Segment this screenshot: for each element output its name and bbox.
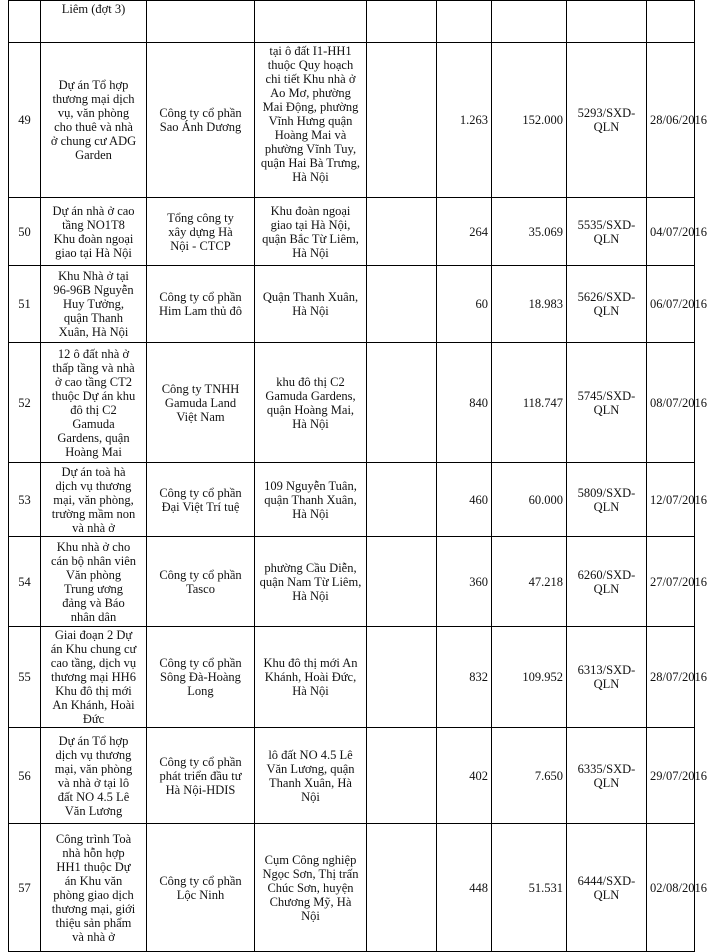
investor-name: Công ty cổ phần Lộc Ninh [159,873,242,902]
project-location: phường Cầu Diễn, quận Nam Từ Liêm, Hà Nội [259,560,362,603]
table-row [9,266,695,343]
document-number: 5535/SXD- QLN [577,217,636,246]
investor-name-cell [147,1,255,43]
document-number: 6260/SXD- QLN [577,567,636,596]
unit-count: 60 [475,297,488,311]
investor-name: Công ty cổ phần Him Lam thủ đô [159,290,242,318]
issue-date: 04/07/2016 [650,224,707,239]
unit-count: 448 [469,880,488,895]
investor-name: Công ty cổ phần Đại Việt Trí tuệ [159,485,242,514]
table-row [9,343,695,463]
row-number: 50 [18,224,31,239]
project-location: lô đất NO 4.5 Lê Văn Lương, quận Thanh Xuân, Hà Nội [266,747,355,804]
project-name: Dự án nhà ở cao tầng NO1T8 Khu đoàn ngoại giao tại Hà Nội [52,203,135,260]
row-number: 55 [18,670,31,684]
investor-name-cell [147,537,255,627]
row-number: 54 [18,574,31,589]
issue-date: 06/07/2016 [650,297,707,311]
project-location: khu đô thị C2 Gamuda Gardens, quận Hoàng Mai, Hà Nội [265,374,356,431]
investor-name: Công ty cổ phần phát triển đầu tư Hà Nội-HDIS [159,754,242,797]
issue-date-cell [647,728,707,824]
project-location: tại ô đất I1-HH1 thuộc Quy hoạch chi tiết Khu nhà ở Ao Mơ, phường Mai Động, phường Vĩnh Hưng quận Hoàng Mai và phường Vĩnh Tuy, quận Hai Bà Trưng, Hà Nội [260,44,361,184]
table-row [9,627,695,728]
document-number-cell [567,824,647,952]
blank-cell-cell [367,198,437,266]
document-number: 5745/SXD- QLN [577,388,636,417]
floor-area-cell [492,43,567,198]
project-name: Liêm (đợt 3) [61,2,126,16]
row-number: 57 [18,880,31,895]
project-name-cell [41,824,147,952]
unit-count-cell [437,343,492,463]
document-number: 6444/SXD- QLN [577,873,636,902]
issue-date: 29/07/2016 [650,768,707,783]
project-location-cell [255,1,367,43]
project-location-cell [255,43,367,198]
issue-date-cell [647,266,707,343]
table-body [9,1,707,952]
investor-name-cell [147,824,255,952]
unit-count-cell [437,728,492,824]
issue-date: 02/08/2016 [650,880,707,895]
row-number-cell [9,43,41,198]
row-number-cell [9,198,41,266]
project-location-cell [255,198,367,266]
blank-cell-cell [367,627,437,728]
project-location-cell [255,266,367,343]
document-number-cell [567,627,647,728]
floor-area-cell [492,198,567,266]
floor-area: 152.000 [522,113,563,127]
issue-date-cell [647,343,707,463]
housing-projects-table [8,0,707,952]
unit-count-cell [437,824,492,952]
investor-name-cell [147,43,255,198]
row-number: 56 [18,768,31,783]
row-number-cell [9,728,41,824]
issue-date-cell [647,463,707,537]
document-number: 5626/SXD- QLN [577,290,636,318]
blank-cell-cell [367,824,437,952]
issue-date: 08/07/2016 [650,395,707,410]
investor-name-cell [147,627,255,728]
document-number-cell [567,537,647,627]
unit-count-cell [437,627,492,728]
project-name-cell [41,537,147,627]
row-number-cell [9,266,41,343]
investor-name: Tổng công ty xây dựng Hà Nội - CTCP [167,210,234,253]
project-location: Khu đô thị mới An Khánh, Hoài Đức, Hà Nội [263,656,358,698]
floor-area: 118.747 [522,395,563,410]
project-location: Cụm Công nghiệp Ngọc Sơn, Thị trấn Chúc Sơn, huyện Chương Mỹ, Hà Nội [262,852,359,923]
row-number-cell [9,537,41,627]
project-name: Dự án toà hà dịch vụ thương mại, văn phòng, trường mầm non và nhà ở [51,464,136,535]
issue-date-cell [647,198,707,266]
investor-name-cell [147,198,255,266]
unit-count: 832 [469,670,488,684]
unit-count: 1.263 [459,113,488,127]
floor-area-cell [492,824,567,952]
project-location: Khu đoàn ngoại giao tại Hà Nội, quận Bắc Từ Liêm, Hà Nội [262,203,359,260]
project-location: 109 Nguyễn Tuân, quận Thanh Xuân, Hà Nội [264,478,357,521]
row-number-cell [9,627,41,728]
blank-cell-cell [367,728,437,824]
table-row [9,824,695,952]
unit-count-cell [437,266,492,343]
project-name-cell [41,1,147,43]
floor-area-cell [492,537,567,627]
project-location-cell [255,728,367,824]
project-location-cell [255,537,367,627]
document-number-cell [567,1,647,43]
investor-name-cell [147,343,255,463]
floor-area: 109.952 [522,670,563,684]
unit-count: 840 [469,395,488,410]
floor-area-cell [492,343,567,463]
unit-count: 460 [469,492,488,507]
investor-name-cell [147,266,255,343]
row-number: 49 [18,113,31,127]
floor-area: 18.983 [528,297,563,311]
document-number-cell [567,463,647,537]
row-number-cell [9,463,41,537]
issue-date: 28/06/2016 [650,113,707,127]
document-number-cell [567,266,647,343]
issue-date: 28/07/2016 [650,670,707,684]
floor-area: 51.531 [528,880,563,895]
project-location: Quận Thanh Xuân, Hà Nội [262,290,359,318]
document-number: 6313/SXD- QLN [577,663,636,691]
table-row [9,728,695,824]
investor-name: Công ty TNHH Gamuda Land Việt Nam [161,381,240,424]
issue-date-cell [647,627,707,728]
project-name-cell [41,43,147,198]
row-number-cell [9,343,41,463]
unit-count-cell [437,1,492,43]
issue-date-cell [647,824,707,952]
issue-date-cell [647,43,707,198]
floor-area-cell [492,728,567,824]
issue-date-cell [647,1,695,43]
project-name-cell [41,266,147,343]
issue-date: 12/07/2016 [650,492,707,507]
project-name: Dự án Tổ hợp dịch vụ thương mại, văn phòng và nhà ở tại lô đất NO 4.5 Lê Văn Lương [54,733,133,818]
project-name-cell [41,198,147,266]
row-number-cell [9,824,41,952]
blank-cell-cell [367,1,437,43]
floor-area-cell [492,1,567,43]
document-number-cell [567,198,647,266]
table-row [9,198,695,266]
document-number-cell [567,728,647,824]
document-number: 5809/SXD- QLN [577,485,636,514]
unit-count-cell [437,43,492,198]
blank-cell-cell [367,343,437,463]
table-row [9,43,695,198]
investor-name-cell [147,463,255,537]
floor-area: 47.218 [528,574,563,589]
unit-count-cell [437,537,492,627]
row-number-cell [9,1,41,43]
unit-count: 264 [469,224,488,239]
project-location-cell [255,463,367,537]
investor-name-cell [147,728,255,824]
project-location-cell [255,824,367,952]
project-name-cell [41,463,147,537]
project-name-cell [41,627,147,728]
project-name: Khu nhà ở cho cán bộ nhân viên Văn phòng Trung ương đảng và Báo nhân dân [50,539,137,624]
blank-cell-cell [367,266,437,343]
unit-count-cell [437,198,492,266]
document-number: 6335/SXD- QLN [577,761,636,790]
table-row [9,537,695,627]
project-name: Khu Nhà ở tại 96-96B Nguyễn Huy Tưởng, quận Thanh Xuân, Hà Nội [53,269,134,339]
project-location-cell [255,627,367,728]
floor-area-cell [492,463,567,537]
table-row [9,1,695,43]
floor-area-cell [492,266,567,343]
project-location-cell [255,343,367,463]
project-name: Công trình Toà nhà hỗn hợp HH1 thuộc Dự án Khu văn phòng giao dịch thương mại, giới thiệu sản phẩm và nhà ở [51,831,136,944]
project-name: Giai đoạn 2 Dự án Khu chung cư cao tầng, dịch vụ thương mại HH6 Khu đô thị mới An Khánh, Hoài Đức [50,628,137,726]
investor-name: Công ty cổ phần Tasco [159,567,242,596]
document-number: 5293/SXD- QLN [577,106,636,134]
project-name: Dự án Tổ hợp thương mại dịch vụ, văn phòng cho thuê và nhà ở chung cư ADG Garden [50,78,137,162]
investor-name: Công ty cổ phần Sông Đà-Hoàng Long [159,656,242,698]
floor-area: 60.000 [528,492,563,507]
blank-cell-cell [367,463,437,537]
floor-area: 35.069 [528,224,563,239]
row-number: 53 [18,492,31,507]
document-number-cell [567,343,647,463]
blank-cell-cell [367,537,437,627]
unit-count-cell [437,463,492,537]
table-row [9,463,695,537]
floor-area-cell [492,627,567,728]
project-name: 12 ô đất nhà ở thấp tầng và nhà ở cao tầng CT2 thuộc Dự án khu đô thị C2 Gamuda Gardens, quận Hoàng Mai [51,346,136,459]
project-name-cell [41,728,147,824]
floor-area: 7.650 [534,768,563,783]
unit-count: 360 [469,574,488,589]
investor-name: Công ty cổ phần Sao Ánh Dương [159,106,242,134]
unit-count: 402 [469,768,488,783]
blank-cell-cell [367,43,437,198]
issue-date: 27/07/2016 [650,574,707,589]
project-name-cell [41,343,147,463]
document-number-cell [567,43,647,198]
row-number: 51 [18,297,31,311]
issue-date-cell [647,537,707,627]
row-number: 52 [18,395,31,410]
